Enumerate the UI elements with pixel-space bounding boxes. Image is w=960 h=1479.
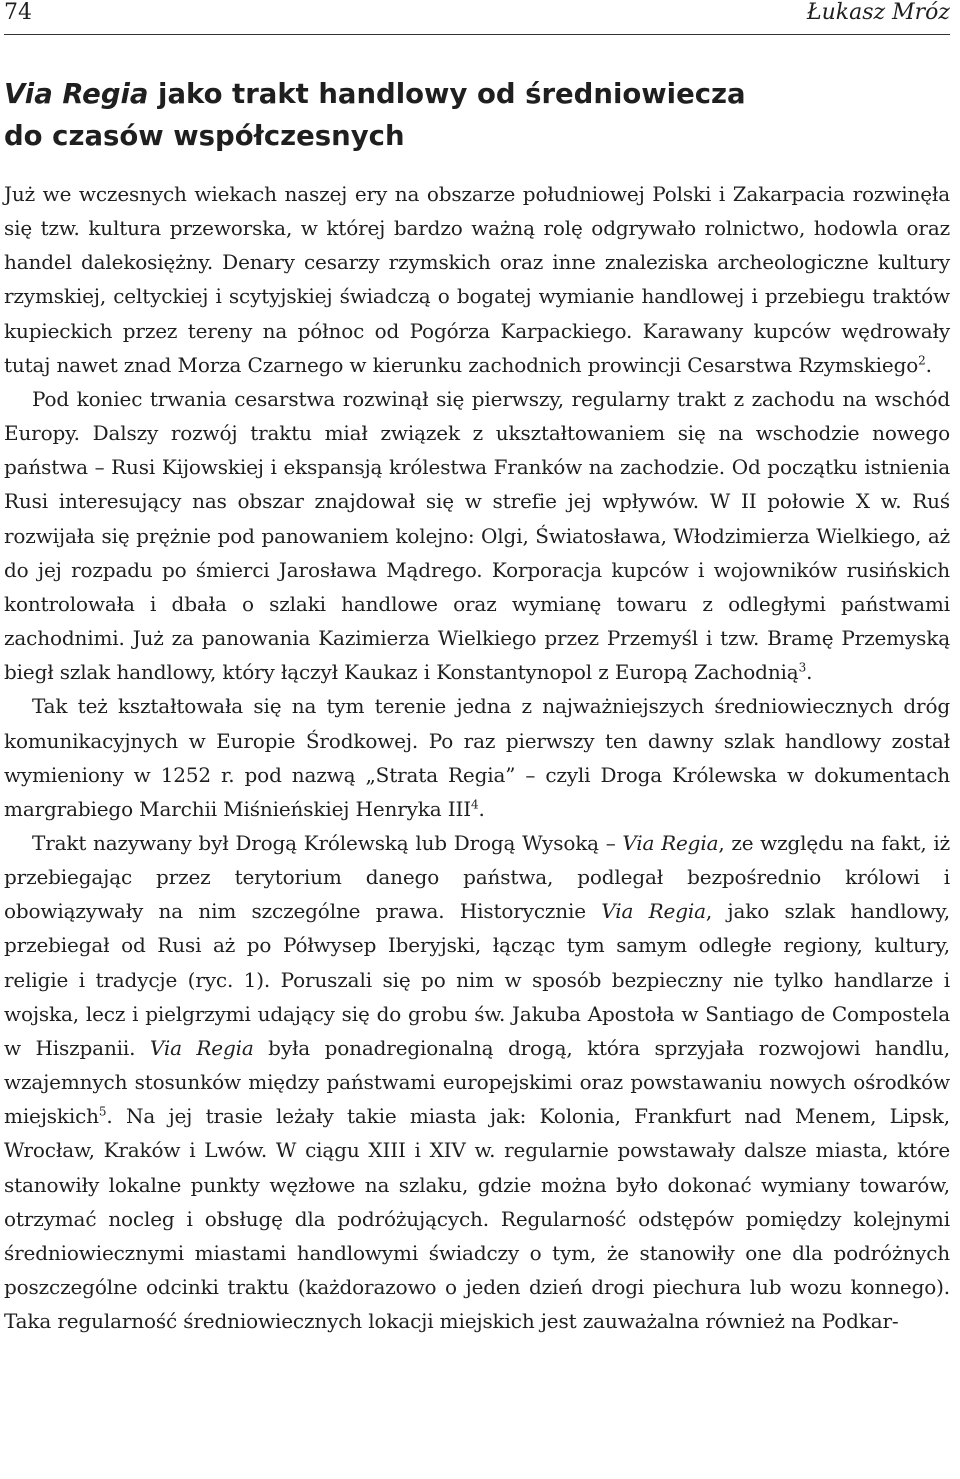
via-regia-term: Via Regia: [622, 830, 719, 855]
paragraph-1-end: .: [925, 352, 932, 377]
footnote-ref-2[interactable]: 2: [918, 353, 926, 368]
footnote-ref-4[interactable]: 4: [471, 797, 479, 812]
running-header-author: Łukasz Mróz: [806, 0, 950, 25]
paragraph-4-text-b: , ze względu na fakt, iż przebiegając przez terytorium danego państwa, podlegał bezpośrednio królowi i obowiązywały na nim szczególne prawa. Historycznie: [4, 830, 951, 924]
paragraph-4-text-d: była ponadregionalną drogą, która sprzyjała rozwojowi handlu, wzajemnych stosunków między państwami europejskimi oraz powstawaniu nowych ośrodków miejskich: [4, 1035, 950, 1129]
section-title: [4, 73, 944, 157]
paragraph-4-text-c: , jako szlak handlowy, przebiegał od Rusi aż po Półwysep Iberyjski, łącząc tym samym odległe regiony, kultury, religie i tradycje (ryc. 1). Poruszali się po nim w sposób bezpieczny nie tylko handlarze i wojska, lecz i pielgrzymi udający się do grobu św. Jakuba Apostoła w Santiago de Compostela w Hiszpanii.: [4, 899, 950, 1060]
via-regia-term: Via Regia: [601, 899, 706, 924]
paragraph-3: [4, 689, 950, 826]
paragraph-2-end: .: [806, 660, 813, 685]
paragraph-3-end: .: [478, 796, 485, 821]
paragraph-1: [4, 177, 950, 382]
section-title-rest: jako trakt handlowy od średniowiecza: [148, 78, 746, 110]
via-regia-term: Via Regia: [149, 1035, 254, 1060]
paragraph-2: [4, 382, 950, 689]
footnote-ref-5[interactable]: 5: [98, 1104, 107, 1119]
paragraph-3-text: Tak też kształtowała się na tym terenie jedna z najważniejszych średniowiecznych dróg komunikacyjnych w Europie Środkowej. Po raz pierwszy ten dawny szlak handlowy został wymieniony w 1252 r. pod nazwą „Strata Regia” – czyli Droga Królewska w dokumentach margrabiego Marchii Miśnieńskiej Henryka III: [4, 694, 950, 821]
paragraph-4-text-e: . Na jej trasie leżały takie miasta jak: Kolonia, Frankfurt nad Menem, Lipsk, Wrocław, Kraków i Lwów. W ciągu XIII i XIV w. regularnie powstawały dalsze miasta, które stanowiły lokalne punkty węzłowe na szlaku, gdzie można było dokonać wymiany towarów, otrzymać nocleg i obsługę dla podróżujących. Regularność odstępów pomiędzy kolejnymi średniowiecznymi miastami handlowymi świadczy o tym, że stanowiły one dla podróżnych poszczególne odcinki traktu (każdorazowo o jeden dzień drogi piechura lub wozu konnego). Taka regularność średniowiecznych lokacji miejskich jest zauważalna również na Podkar-: [4, 1104, 950, 1334]
paragraph-1-text: Już we wczesnych wiekach naszej ery na obszarze południowej Polski i Zakarpacia rozwinęła się tzw. kultura przeworska, w której bardzo ważną rolę odgrywało rolnictwo, hodowla oraz handel dalekosiężny. Denary cesarzy rzymskich oraz inne znaleziska archeologiczne kultury rzymskiej, celtyckiej i scytyjskiej świadczą o bogatej wymianie handlowej i przebiegu traktów kupieckich przez tereny na północ od Pogórza Karpackiego. Karawany kupców wędrowały tutaj nawet znad Morza Czarnego w kierunku zachodnich prowincji Cesarstwa Rzymskiego: [4, 182, 950, 377]
article-body: [4, 177, 950, 1338]
paragraph-2-text: Pod koniec trwania cesarstwa rozwinął się pierwszy, regularny trakt z zachodu na wschód Europy. Dalszy rozwój traktu miał związek z ukształtowaniem się na wschodzie nowego państwa – Rusi Kijowskiej i ekspansją królestwa Franków na zachodzie. Od początku istnienia Rusi interesujący nas obszar znajdował się w strefie jej wpływów. W II połowie X w. Ruś rozwijała się prężnie pod panowaniem kolejno: Olgi, Światosława, Włodzimierza Wielkiego, aż do jej rozpadu po śmierci Jarosława Mądrego. Korporacja kupców i wojowników rusińskich kontrolowała i dbała o szlaki handlowe oraz wymianę towaru z odległymi państwami zachodnimi. Już za panowania Kazimierza Wielkiego przez Przemyśl i tzw. Bramę Przemyską biegł szlak handlowy, który łączył Kaukaz i Konstantynopol z Europą Zachodnią: [4, 386, 950, 685]
section-title-line2: do czasów współczesnych: [4, 120, 405, 152]
running-header: [4, 0, 950, 35]
page-number: 74: [4, 0, 32, 25]
paragraph-4: [4, 826, 950, 1338]
section-title-italic: Via Regia: [4, 78, 149, 110]
footnote-ref-3[interactable]: 3: [798, 660, 807, 675]
paragraph-4-text-a: Trakt nazywany był Drogą Królewską lub Drogą Wysoką –: [32, 830, 623, 855]
